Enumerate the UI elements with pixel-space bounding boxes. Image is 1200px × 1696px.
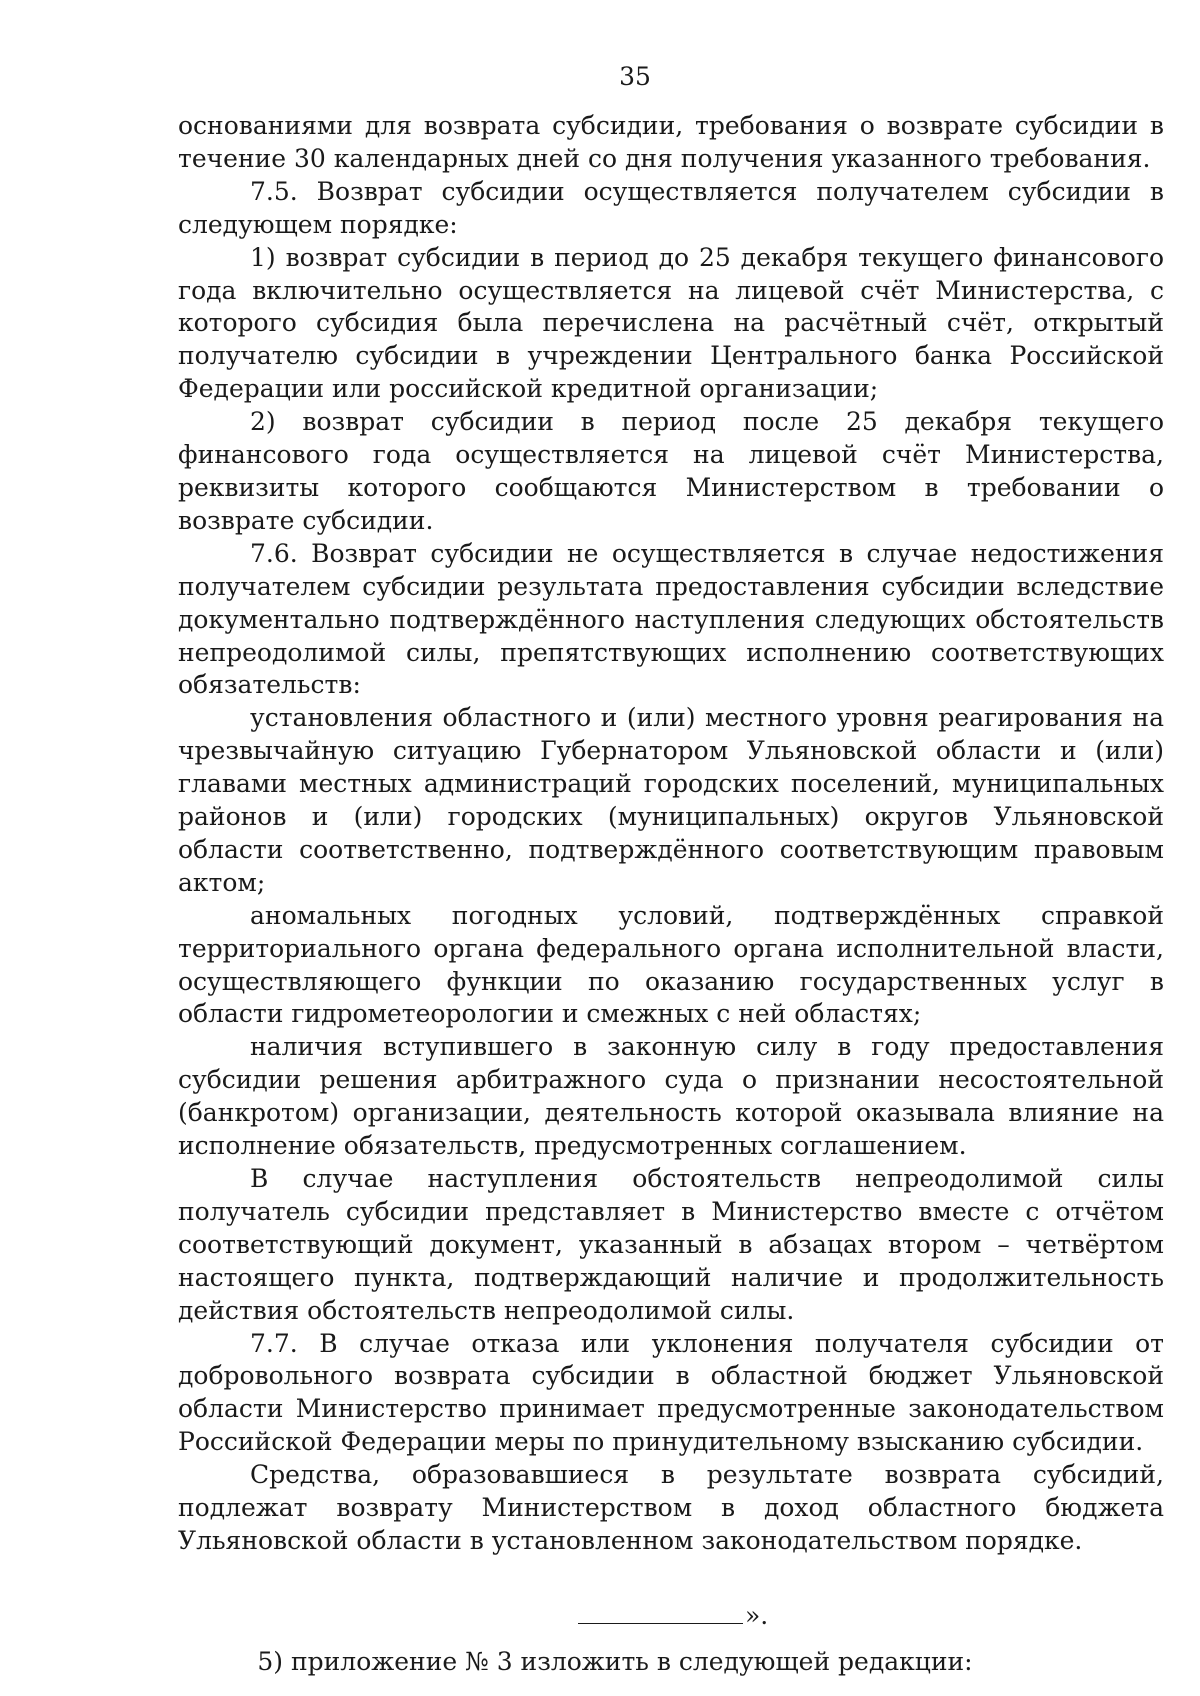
amendment-line: 5) приложение № 3 изложить в следующей редакции: [257, 1647, 973, 1676]
paragraph-force-majeure: В случае наступления обстоятельств непреодолимой силы получатель субсидии представляет в Министерство вместе с отчётом соответствующий документ, указанный в абзацах втором – четвёртом настоящего пункта, подтверждающий наличие и продолжительность действия обстоятельств непреодолимой силы. [178, 1164, 1164, 1325]
closing-mark [578, 1600, 768, 1632]
page-number: 35 [619, 62, 651, 91]
paragraph-7-7: 7.7. В случае отказа или уклонения получателя субсидии от добровольного возврата субсидии в областной бюджет Ульяновской области Министерство принимает предусмотренные законодательством Российской Федерации меры по принудительному взысканию субсидии. [178, 1328, 1164, 1457]
paragraph-funds: Средства, образовавшиеся в результате возврата субсидий, подлежат возврату Министерством в доход областного бюджета Ульяновской области в установленном законодательством порядке. [178, 1460, 1164, 1555]
closing-quote: ». [745, 1601, 769, 1630]
paragraph-7-6-case-3: наличия вступившего в законную силу в году предоставления субсидии решения арбитражного суда о признании несостоятельной (банкротом) организации, деятельность которой оказывала влияние на исполнение обязательств, предусмотренных соглашением. [178, 1032, 1164, 1161]
document-body [178, 110, 1164, 1558]
paragraph-7-6-case-2: аномальных погодных условий, подтверждённых справкой территориального органа федерального органа исполнительной власти, осуществляющего функции по оказанию государственных услуг в области гидрометеорологии и смежных с ней областях; [178, 900, 1164, 1029]
paragraph-7-5: 7.5. Возврат субсидии осуществляется получателем субсидии в следующем порядке: [178, 176, 1164, 239]
paragraph-continuation: основаниями для возврата субсидии, требования о возврате субсидии в течение 30 календарных дней со дня получения указанного требования. [178, 111, 1164, 173]
paragraph-7-6-case-1: установления областного и (или) местного уровня реагирования на чрезвычайную ситуацию Губернатором Ульяновской области и (или) главами местных администраций городских поселений, муниципальных районов и (или) городских (муниципальных) округов Ульяновской области соответственно, подтверждённого соответствующим правовым актом; [178, 703, 1164, 897]
paragraph-7-5-item-1: 1) возврат субсидии в период до 25 декабря текущего финансового года включительно осуществляется на лицевой счёт Министерства, с которого субсидия была перечислена на расчётный счёт, открытый получателю субсидии в учреждении Центрального банка Российской Федерации или российской кредитной организации; [178, 242, 1164, 404]
paragraph-7-6: 7.6. Возврат субсидии не осуществляется в случае недостижения получателем субсидии результата предоставления субсидии вследствие документально подтверждённого наступления следующих обстоятельств непреодолимой силы, препятствующих исполнению соответствующих обязательств: [178, 538, 1164, 700]
closing-rule [578, 1623, 743, 1624]
paragraph-7-5-item-2: 2) возврат субсидии в период после 25 декабря текущего финансового года осуществляется на лицевой счёт Министерства, реквизиты которого сообщаются Министерством в требовании о возврате субсидии. [178, 407, 1164, 535]
